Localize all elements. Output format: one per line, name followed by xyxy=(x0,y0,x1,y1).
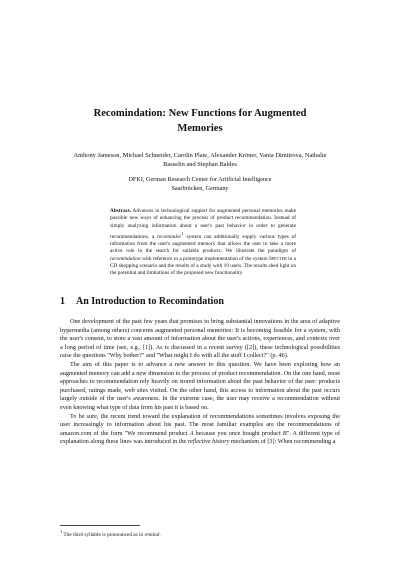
footnote-text-a: The third syllable is pronounced as in xyxy=(62,531,145,538)
body-text xyxy=(60,318,340,447)
affiliation xyxy=(70,176,330,193)
affiliation-line-1: DFKI, German Research Center for Artificial Intelligence xyxy=(128,176,272,183)
paragraph-3-text-a: To be sure, the recent trend toward the explanation of recommendations sometimes involves exposing the user increasingly to information about his past. The most familiar examples are the recommendations of amazon.com of the form "We recommend product xyxy=(60,412,340,437)
paragraph-2: The aim of this paper is to advance a new answer to this question. We have been exploring how an augmented memory can add a new dimension to the process of product recommendation. On the one hand, most approaches to recommendation rely heavily on stored information about the past behavior of the user: products purchased, ratings made, web sites visited. On the other hand, this access to information about the past occurs largely outside of the user's awareness. In the extreme case, the user may receive a recommendation without even knowing what type of data from his past it is based on. xyxy=(60,361,340,411)
footnote xyxy=(60,528,340,539)
abstract-text-1: Advances in technological support for augmented personal memories make possible new ways of enhancing the process of product recommendation. Instead of simply analyzing information about a user's past behavior in order to generate recommendations, a xyxy=(110,208,296,240)
abstract-footnote-mark: 1 xyxy=(181,230,184,236)
abstract-system-name: Specter xyxy=(268,255,287,262)
footnote-mark: 1 xyxy=(60,529,63,534)
paper-title: Recomindation: New Functions for Augmented Memories xyxy=(93,108,307,134)
section-heading xyxy=(60,296,340,308)
author-list: Anthony Jameson, Michael Schneider, Carolin Plate, Alexander Kröner, Vania Dimitrova, Nathalie Basselin and Stephan Baldes xyxy=(73,152,327,168)
paragraph-3-product-b: B xyxy=(282,429,287,437)
affiliation-line-2: Saarbrücken, Germany xyxy=(171,184,229,192)
abstract-text-2: system can additionally supply various types of information from the user's augmented memory that allows the user to take a more active role in the search for suitable products. We illustrate the paradigm of xyxy=(110,233,297,255)
abstract xyxy=(110,208,296,277)
abstract-text-3: with reference to a prototype implementation of the system xyxy=(140,255,269,262)
paragraph-3-product-a: A xyxy=(189,429,194,437)
paragraph-3-text-b: because you once bought product xyxy=(193,429,283,437)
footnote-text-b: . xyxy=(159,531,161,538)
section-number: 1 xyxy=(60,296,65,307)
paragraph-3 xyxy=(60,413,340,447)
section-title: An Introduction to Recomindation xyxy=(76,296,224,307)
paragraph-3-text-c: ". A different type of explanation along these lines was introduced in the xyxy=(60,429,341,445)
paragraph-3-text-d: mechanism of [3]: When recommending a xyxy=(229,438,336,445)
abstract-label: Abstract. xyxy=(110,208,132,214)
footnote-em: remind xyxy=(144,531,160,538)
abstract-em-recomindation: recomindation xyxy=(110,255,141,262)
footnote-rule xyxy=(60,525,140,526)
abstract-text-4: in a CD shopping scenario and the results of a study with 19 users. The results shed light on the potential and limitations of the proposed new functionality. xyxy=(110,255,297,277)
paragraph-3-em-reflective-history: reflective history xyxy=(187,438,230,445)
paragraph-1: One development of the past few years that promises to bring substantial innovations in the area of adaptive hypermedia (among others) concerns augmented personal memories: It is becoming feasible for a system, with the user's consent, to store a vast amount of information about the user's actions, experiences, and contexts over a long period of time (see, e.g., [1]). As is discussed in a recent survey ([2]), these technological possibilities raise the questions "Why bother?" and "What might I do with all the stuff I collect?" (p. 46). xyxy=(60,318,340,359)
abstract-em-recomindor: recomindor xyxy=(156,233,182,240)
